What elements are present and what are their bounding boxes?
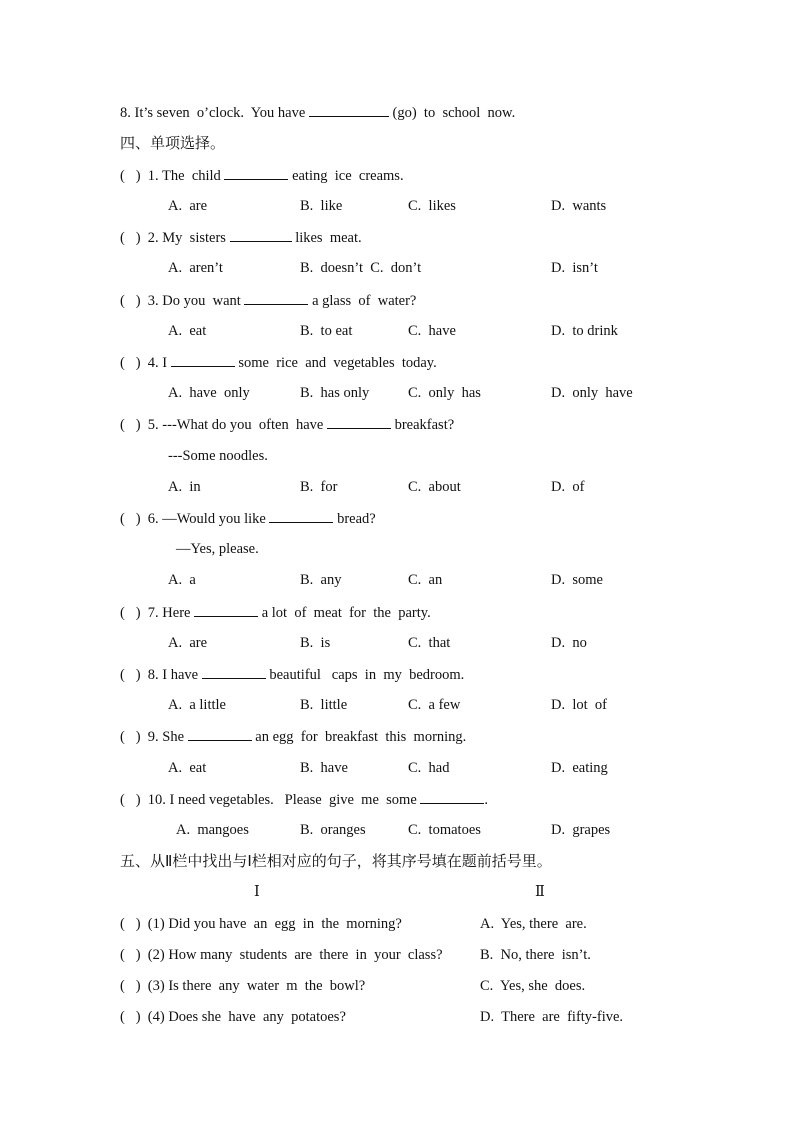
q6-reply: —Yes, please. bbox=[176, 541, 259, 557]
q2-option-d: D. isn’t bbox=[551, 260, 598, 276]
q3-option-d: D. to drink bbox=[551, 323, 618, 339]
q1-option-a: A. are bbox=[168, 198, 208, 214]
match-row-4-left: ( ) (4) Does she have any potatoes? bbox=[120, 1009, 346, 1025]
match-row-1-right: A. Yes, there are. bbox=[480, 916, 587, 932]
q9-option-c: C. had bbox=[408, 760, 450, 776]
q3-option-a: A. eat bbox=[168, 323, 207, 339]
q4-option-b: B. has only bbox=[300, 385, 370, 401]
question-10-text: ( ) 10. I need vegetables. Please give me some bbox=[120, 792, 421, 808]
column-1-header: Ⅰ bbox=[254, 884, 260, 900]
question-9-text-end: an egg for breakfast this morning. bbox=[251, 729, 467, 745]
question-6-text-end: bread? bbox=[333, 511, 376, 527]
q6-option-b: B. any bbox=[300, 572, 342, 588]
question-3 bbox=[120, 291, 416, 310]
question-10 bbox=[120, 790, 488, 809]
q7-option-c: C. that bbox=[408, 635, 451, 651]
question-9-text: ( ) 9. She bbox=[120, 729, 188, 745]
question-3-text: ( ) 3. Do you want bbox=[120, 293, 245, 309]
q3-option-b: B. to eat bbox=[300, 323, 353, 339]
answer-blank[interactable] bbox=[309, 103, 389, 117]
question-6 bbox=[120, 509, 376, 528]
match-row-2-right: B. No, there isn’t. bbox=[480, 947, 591, 963]
question-1-text: ( ) 1. The child bbox=[120, 168, 225, 184]
question-5-text: ( ) 5. ---What do you often have bbox=[120, 417, 327, 433]
fill-item-8 bbox=[120, 103, 515, 122]
question-8-text-end: beautiful caps in my bedroom. bbox=[265, 667, 465, 683]
q8-option-a: A. a little bbox=[168, 697, 226, 713]
q9-option-a: A. eat bbox=[168, 760, 207, 776]
question-5-text-end: breakfast? bbox=[390, 417, 455, 433]
match-row-3-right: C. Yes, she does. bbox=[480, 978, 586, 994]
answer-blank[interactable] bbox=[420, 790, 484, 804]
q6-option-c: C. an bbox=[408, 572, 443, 588]
q9-option-d: D. eating bbox=[551, 760, 608, 776]
question-8-text: ( ) 8. I have bbox=[120, 667, 202, 683]
q1-option-d: D. wants bbox=[551, 198, 607, 214]
column-2-header: Ⅱ bbox=[535, 884, 545, 900]
answer-blank[interactable] bbox=[202, 665, 266, 679]
answer-blank[interactable] bbox=[230, 228, 292, 242]
q7-option-d: D. no bbox=[551, 635, 587, 651]
answer-blank[interactable] bbox=[269, 509, 333, 523]
q9-option-b: B. have bbox=[300, 760, 348, 776]
question-1-text-end: eating ice creams. bbox=[288, 168, 404, 184]
question-10-text-end: . bbox=[484, 792, 489, 808]
q6-option-d: D. some bbox=[551, 572, 603, 588]
question-6-text: ( ) 6. —Would you like bbox=[120, 511, 270, 527]
question-9 bbox=[120, 727, 466, 746]
q6-option-a: A. a bbox=[168, 572, 196, 588]
question-3-text-end: a glass of water? bbox=[308, 293, 417, 309]
match-row-1-left: ( ) (1) Did you have an egg in the morning? bbox=[120, 916, 402, 932]
q10-option-d: D. grapes bbox=[551, 822, 611, 838]
q8-option-d: D. lot of bbox=[551, 697, 607, 713]
question-4-text-end: some rice and vegetables today. bbox=[234, 355, 437, 371]
match-row-3-left: ( ) (3) Is there any water m the bowl? bbox=[120, 978, 366, 994]
question-7-text: ( ) 7. Here bbox=[120, 605, 195, 621]
section-4-heading: 四、单项选择。 bbox=[120, 134, 226, 152]
question-2-text: ( ) 2. My sisters bbox=[120, 230, 230, 246]
fill-item-8-text-end: (go) to school now. bbox=[388, 105, 516, 121]
answer-blank[interactable] bbox=[188, 727, 252, 741]
q2-option-a: A. aren’t bbox=[168, 260, 223, 276]
q5-option-d: D. of bbox=[551, 479, 585, 495]
match-row-4-right: D. There are fifty-five. bbox=[480, 1009, 624, 1025]
question-2-text-end: likes meat. bbox=[291, 230, 362, 246]
question-4 bbox=[120, 353, 437, 372]
q5-option-a: A. in bbox=[168, 479, 201, 495]
q5-reply: ---Some noodles. bbox=[168, 448, 268, 464]
q1-option-b: B. like bbox=[300, 198, 343, 214]
q7-option-b: B. is bbox=[300, 635, 331, 651]
section-5-heading: 五、从Ⅱ栏中找出与Ⅰ栏相对应的句子，将其序号填在题前括号里。 bbox=[120, 852, 552, 870]
q10-option-b: B. oranges bbox=[300, 822, 366, 838]
q3-option-c: C. have bbox=[408, 323, 456, 339]
question-8 bbox=[120, 665, 464, 684]
match-row-2-left: ( ) (2) How many students are there in your class? bbox=[120, 947, 443, 963]
q5-option-b: B. for bbox=[300, 479, 338, 495]
q7-option-a: A. are bbox=[168, 635, 208, 651]
answer-blank[interactable] bbox=[194, 603, 258, 617]
question-5 bbox=[120, 415, 454, 434]
q2-option-b-c: B. doesn’t C. don’t bbox=[300, 260, 422, 276]
question-2 bbox=[120, 228, 362, 247]
q4-option-d: D. only have bbox=[551, 385, 633, 401]
q4-option-c: C. only has bbox=[408, 385, 481, 401]
q8-option-b: B. little bbox=[300, 697, 348, 713]
q5-option-c: C. about bbox=[408, 479, 461, 495]
q10-option-a: A. mangoes bbox=[176, 822, 249, 838]
question-1 bbox=[120, 166, 404, 185]
question-7-text-end: a lot of meat for the party. bbox=[258, 605, 431, 621]
q10-option-c: C. tomatoes bbox=[408, 822, 481, 838]
q8-option-c: C. a few bbox=[408, 697, 461, 713]
answer-blank[interactable] bbox=[327, 415, 391, 429]
answer-blank[interactable] bbox=[171, 353, 235, 367]
question-7 bbox=[120, 603, 431, 622]
answer-blank[interactable] bbox=[244, 291, 308, 305]
question-4-text: ( ) 4. I bbox=[120, 355, 171, 371]
q1-option-c: C. likes bbox=[408, 198, 456, 214]
answer-blank[interactable] bbox=[224, 166, 288, 180]
q4-option-a: A. have only bbox=[168, 385, 250, 401]
fill-item-8-text: 8. It’s seven o’clock. You have bbox=[120, 105, 309, 121]
